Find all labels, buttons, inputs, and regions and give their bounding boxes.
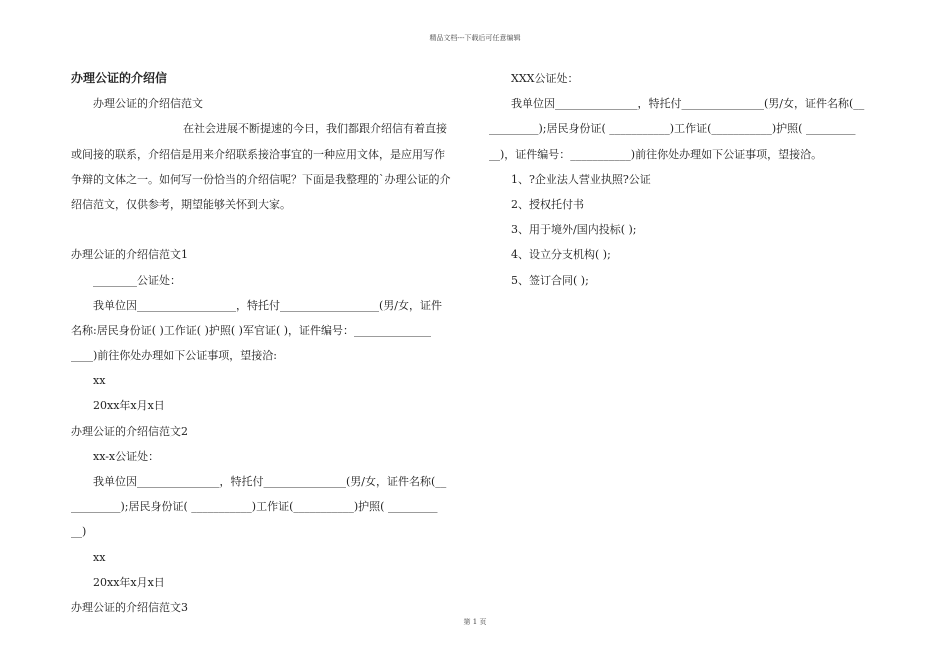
- sample1-heading: 办理公证的介绍信范文1: [71, 248, 188, 262]
- sample3-heading: 办理公证的介绍信范文3: [71, 600, 188, 614]
- sample3-body-line-3: __)，证件编号：___________)前往你处办理如下公证事项，望接洽。: [489, 147, 823, 161]
- left-column: [71, 66, 463, 620]
- sample1-addressee: ________公证处：: [93, 273, 181, 287]
- sample2-addressee: xx-x公证处：: [93, 449, 160, 463]
- sample1-body-line-2: 名称:居民身份证( )工作证( )护照( )军官证( )，证件编号：______________: [71, 323, 432, 337]
- sample2-body-line-3: __): [71, 525, 87, 539]
- sample1-body-line-3: ____)前往你处办理如下公证事项，望接洽:: [71, 349, 277, 363]
- sample1-body-line-1: 我单位因__________________，特托付__________________(男/女，证件: [93, 298, 442, 312]
- sample3-body-line-2: _________);居民身份证( ___________)工作证(___________)护照( _________: [489, 122, 856, 136]
- sample1-date: 20xx年x月x日: [93, 399, 165, 413]
- sample2-date: 20xx年x月x日: [93, 575, 165, 589]
- spacer: [71, 217, 463, 242]
- intro-line-3: 争辩的文体之一。如何写一份恰当的介绍信呢？下面是我整理的`办理公证的介: [71, 172, 451, 186]
- page-footer: 第 1 页: [463, 618, 487, 626]
- list-item: 1、?企业法人营业执照?公证: [511, 172, 651, 186]
- list-item: 3、用于境外/国内投标( );: [511, 223, 637, 237]
- intro-line-2: 或间接的联系，介绍信是用来介绍联系接洽事宜的一种应用文体，是应用写作: [71, 147, 445, 161]
- sample2-sign: xx: [93, 550, 106, 564]
- list-item: 2、授权托付书: [511, 197, 584, 211]
- list-item: 4、设立分支机构( );: [511, 248, 611, 262]
- page-header: 精品文档---下载后可任意编辑: [429, 34, 521, 42]
- sample3-addressee: XXX公证处：: [511, 72, 579, 85]
- intro-line-1: 在社会进展不断提速的今日，我们都跟介绍信有着直接: [183, 122, 447, 136]
- intro-line-4: 绍信范文，仅供参考，期望能够关怀到大家。: [71, 197, 291, 211]
- sample1-sign: xx: [93, 374, 106, 388]
- right-column: [489, 66, 881, 293]
- sample2-body-line-1: 我单位因_______________，特托付_______________(男/女，证件名称(__: [93, 475, 447, 488]
- sample2-heading: 办理公证的介绍信范文2: [71, 424, 188, 438]
- document-title: 办理公证的介绍信: [71, 71, 168, 85]
- sample3-body-line-1: 我单位因_______________，特托付_______________(男/女，证件名称(__: [511, 97, 865, 111]
- sample2-body-line-2: _________);居民身份证( ___________)工作证(___________)护照( _________: [71, 500, 438, 514]
- list-item: 5、签订合同( );: [511, 273, 589, 287]
- document-subtitle: 办理公证的介绍信范文: [93, 97, 203, 111]
